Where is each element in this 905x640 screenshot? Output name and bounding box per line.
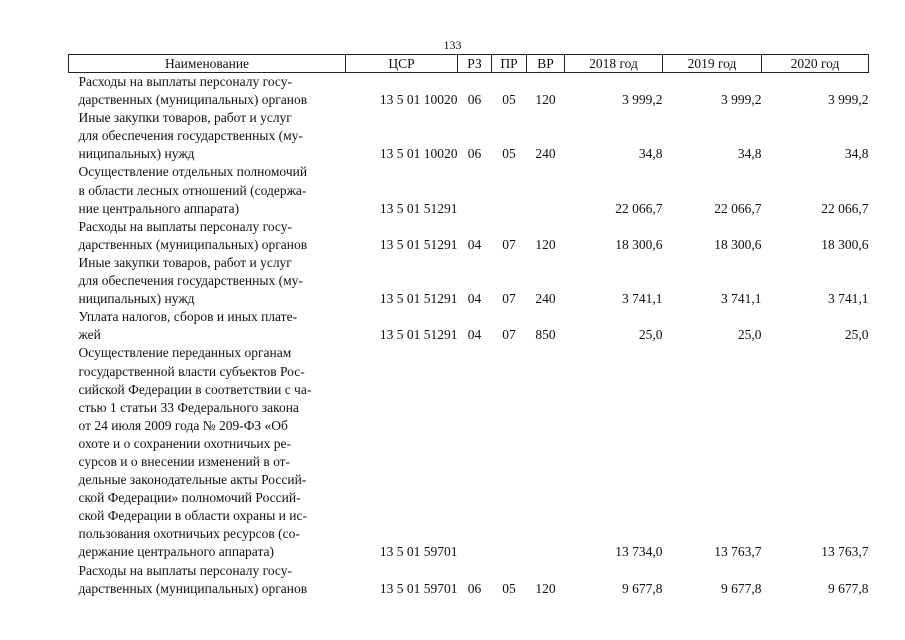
row-pr: 07 (502, 327, 516, 343)
row-name (69, 344, 346, 561)
row-2019: 34,8 (737, 146, 762, 162)
row-2019: 18 300,6 (714, 236, 762, 252)
row-name-line: государственной власти субъектов Рос- (78, 363, 305, 379)
row-2018: 34,8 (638, 146, 663, 162)
row-csr: 13 5 01 51291 (379, 327, 458, 343)
row-pr: 07 (502, 236, 516, 252)
row-2018: 22 066,7 (615, 200, 663, 216)
table-row (69, 163, 869, 217)
row-csr: 13 5 01 10020 (379, 92, 458, 108)
row-csr: 13 5 01 59701 (379, 580, 458, 596)
row-name-line: дарственных (муниципальных) органов (78, 580, 308, 596)
row-rz: 04 (467, 327, 482, 343)
table-row (69, 308, 869, 344)
row-vr (527, 163, 565, 217)
row-2018: 18 300,6 (615, 236, 663, 252)
row-rz: 04 (467, 236, 482, 252)
row-2019: 25,0 (737, 327, 762, 343)
row-name-line: ниципальных) нужд (78, 146, 195, 162)
row-name-line: сийской Федерации в соответствии с ча- (78, 381, 312, 397)
row-name-line: Расходы на выплаты персоналу госу- (78, 74, 292, 89)
row-2019: 22 066,7 (714, 200, 762, 216)
row-name-line: в области лесных отношений (содержа- (78, 182, 307, 198)
row-2019: 9 677,8 (721, 580, 762, 596)
row-pr: 07 (502, 291, 516, 307)
row-csr: 13 5 01 51291 (379, 291, 458, 307)
row-name (69, 73, 346, 110)
table-body (69, 73, 869, 598)
row-name-line: Расходы на выплаты персоналу госу- (78, 562, 292, 578)
row-name-line: держание центрального аппарата) (78, 544, 275, 560)
row-rz (458, 344, 492, 561)
row-csr: 13 5 01 10020 (379, 146, 458, 162)
row-name-line: ниципальных) нужд (78, 291, 195, 307)
row-name-line: жей (78, 327, 101, 343)
row-2020: 3 999,2 (828, 92, 869, 108)
row-2018: 25,0 (638, 327, 663, 343)
row-name-line: сурсов и о внесении изменений в от- (78, 453, 291, 469)
row-name-line: ской Федерации» полномочий Россий- (78, 490, 301, 506)
page-number: 133 (443, 38, 462, 52)
table-row (69, 344, 869, 561)
table-header (69, 55, 869, 73)
row-2018: 13 734,0 (615, 544, 663, 560)
row-name-line: ние центрального аппарата) (78, 200, 240, 216)
row-pr: 05 (502, 92, 516, 108)
table-row (69, 73, 869, 110)
header-rz: РЗ (458, 55, 492, 73)
row-vr: 120 (535, 236, 556, 252)
row-2020: 13 763,7 (821, 544, 869, 560)
row-name-line: дарственных (муниципальных) органов (78, 92, 308, 108)
row-rz: 06 (467, 580, 482, 596)
row-2020: 9 677,8 (828, 580, 869, 596)
row-rz: 06 (467, 92, 482, 108)
row-rz: 06 (467, 146, 482, 162)
row-name (69, 163, 346, 217)
table-row (69, 254, 869, 308)
row-name (69, 254, 346, 308)
row-vr (527, 344, 565, 561)
row-name-line: Осуществление отдельных полномочий (78, 164, 308, 180)
row-csr: 13 5 01 51291 (379, 200, 458, 216)
row-name-line: стью 1 статьи 33 Федерального закона (78, 399, 299, 415)
row-2019: 3 741,1 (721, 291, 762, 307)
row-vr: 850 (535, 327, 556, 343)
row-2019: 13 763,7 (714, 544, 762, 560)
header-pr: ПР (492, 55, 527, 73)
row-2020: 34,8 (844, 146, 869, 162)
row-name-line: Расходы на выплаты персоналу госу- (78, 218, 292, 234)
row-name (69, 308, 346, 344)
row-2018: 3 999,2 (622, 92, 663, 108)
budget-table (68, 54, 869, 598)
row-name-line: ской Федерации в области охраны и ис- (78, 508, 307, 524)
row-name (69, 109, 346, 163)
row-2020: 3 741,1 (828, 291, 869, 307)
row-name-line: от 24 июля 2009 года № 209-ФЗ «Об (78, 417, 288, 433)
row-pr: 05 (502, 146, 516, 162)
row-2018: 9 677,8 (622, 580, 663, 596)
row-name-line: для обеспечения государственных (му- (78, 128, 303, 144)
row-name-line: Иные закупки товаров, работ и услуг (78, 254, 292, 270)
row-name-line: пользования охотничьих ресурсов (со- (78, 526, 300, 542)
row-name-line: дельные законодательные акты Россий- (78, 472, 307, 488)
row-2020: 25,0 (844, 327, 869, 343)
row-pr (492, 344, 527, 561)
row-vr: 240 (535, 291, 556, 307)
header-row (69, 55, 869, 73)
row-csr: 13 5 01 51291 (379, 236, 458, 252)
row-name-line: Уплата налогов, сборов и иных плате- (78, 309, 298, 325)
header-2018: 2018 год (565, 55, 663, 73)
table-row (69, 218, 869, 254)
table-row (69, 562, 869, 598)
header-name: Наименование (69, 55, 346, 73)
row-csr: 13 5 01 59701 (379, 544, 458, 560)
row-rz: 04 (467, 291, 482, 307)
header-vr: ВР (527, 55, 565, 73)
row-pr (492, 163, 527, 217)
row-2018: 3 741,1 (622, 291, 663, 307)
row-name-line: для обеспечения государственных (му- (78, 273, 303, 289)
table-row (69, 109, 869, 163)
row-rz (458, 163, 492, 217)
row-2019: 3 999,2 (721, 92, 762, 108)
row-2020: 22 066,7 (821, 200, 869, 216)
row-vr: 120 (535, 92, 556, 108)
row-name (69, 218, 346, 254)
header-2020: 2020 год (762, 55, 869, 73)
row-2020: 18 300,6 (821, 236, 869, 252)
header-csr: ЦСР (346, 55, 458, 73)
header-2019: 2019 год (663, 55, 762, 73)
row-name-line: Иные закупки товаров, работ и услуг (78, 110, 292, 126)
row-name-line: дарственных (муниципальных) органов (78, 236, 308, 252)
row-name (69, 562, 346, 598)
row-pr: 05 (502, 580, 516, 596)
row-vr: 120 (535, 580, 556, 596)
row-vr: 240 (535, 146, 556, 162)
row-name-line: Осуществление переданных органам (78, 345, 292, 361)
row-name-line: охоте и о сохранении охотничьих ре- (78, 435, 291, 451)
